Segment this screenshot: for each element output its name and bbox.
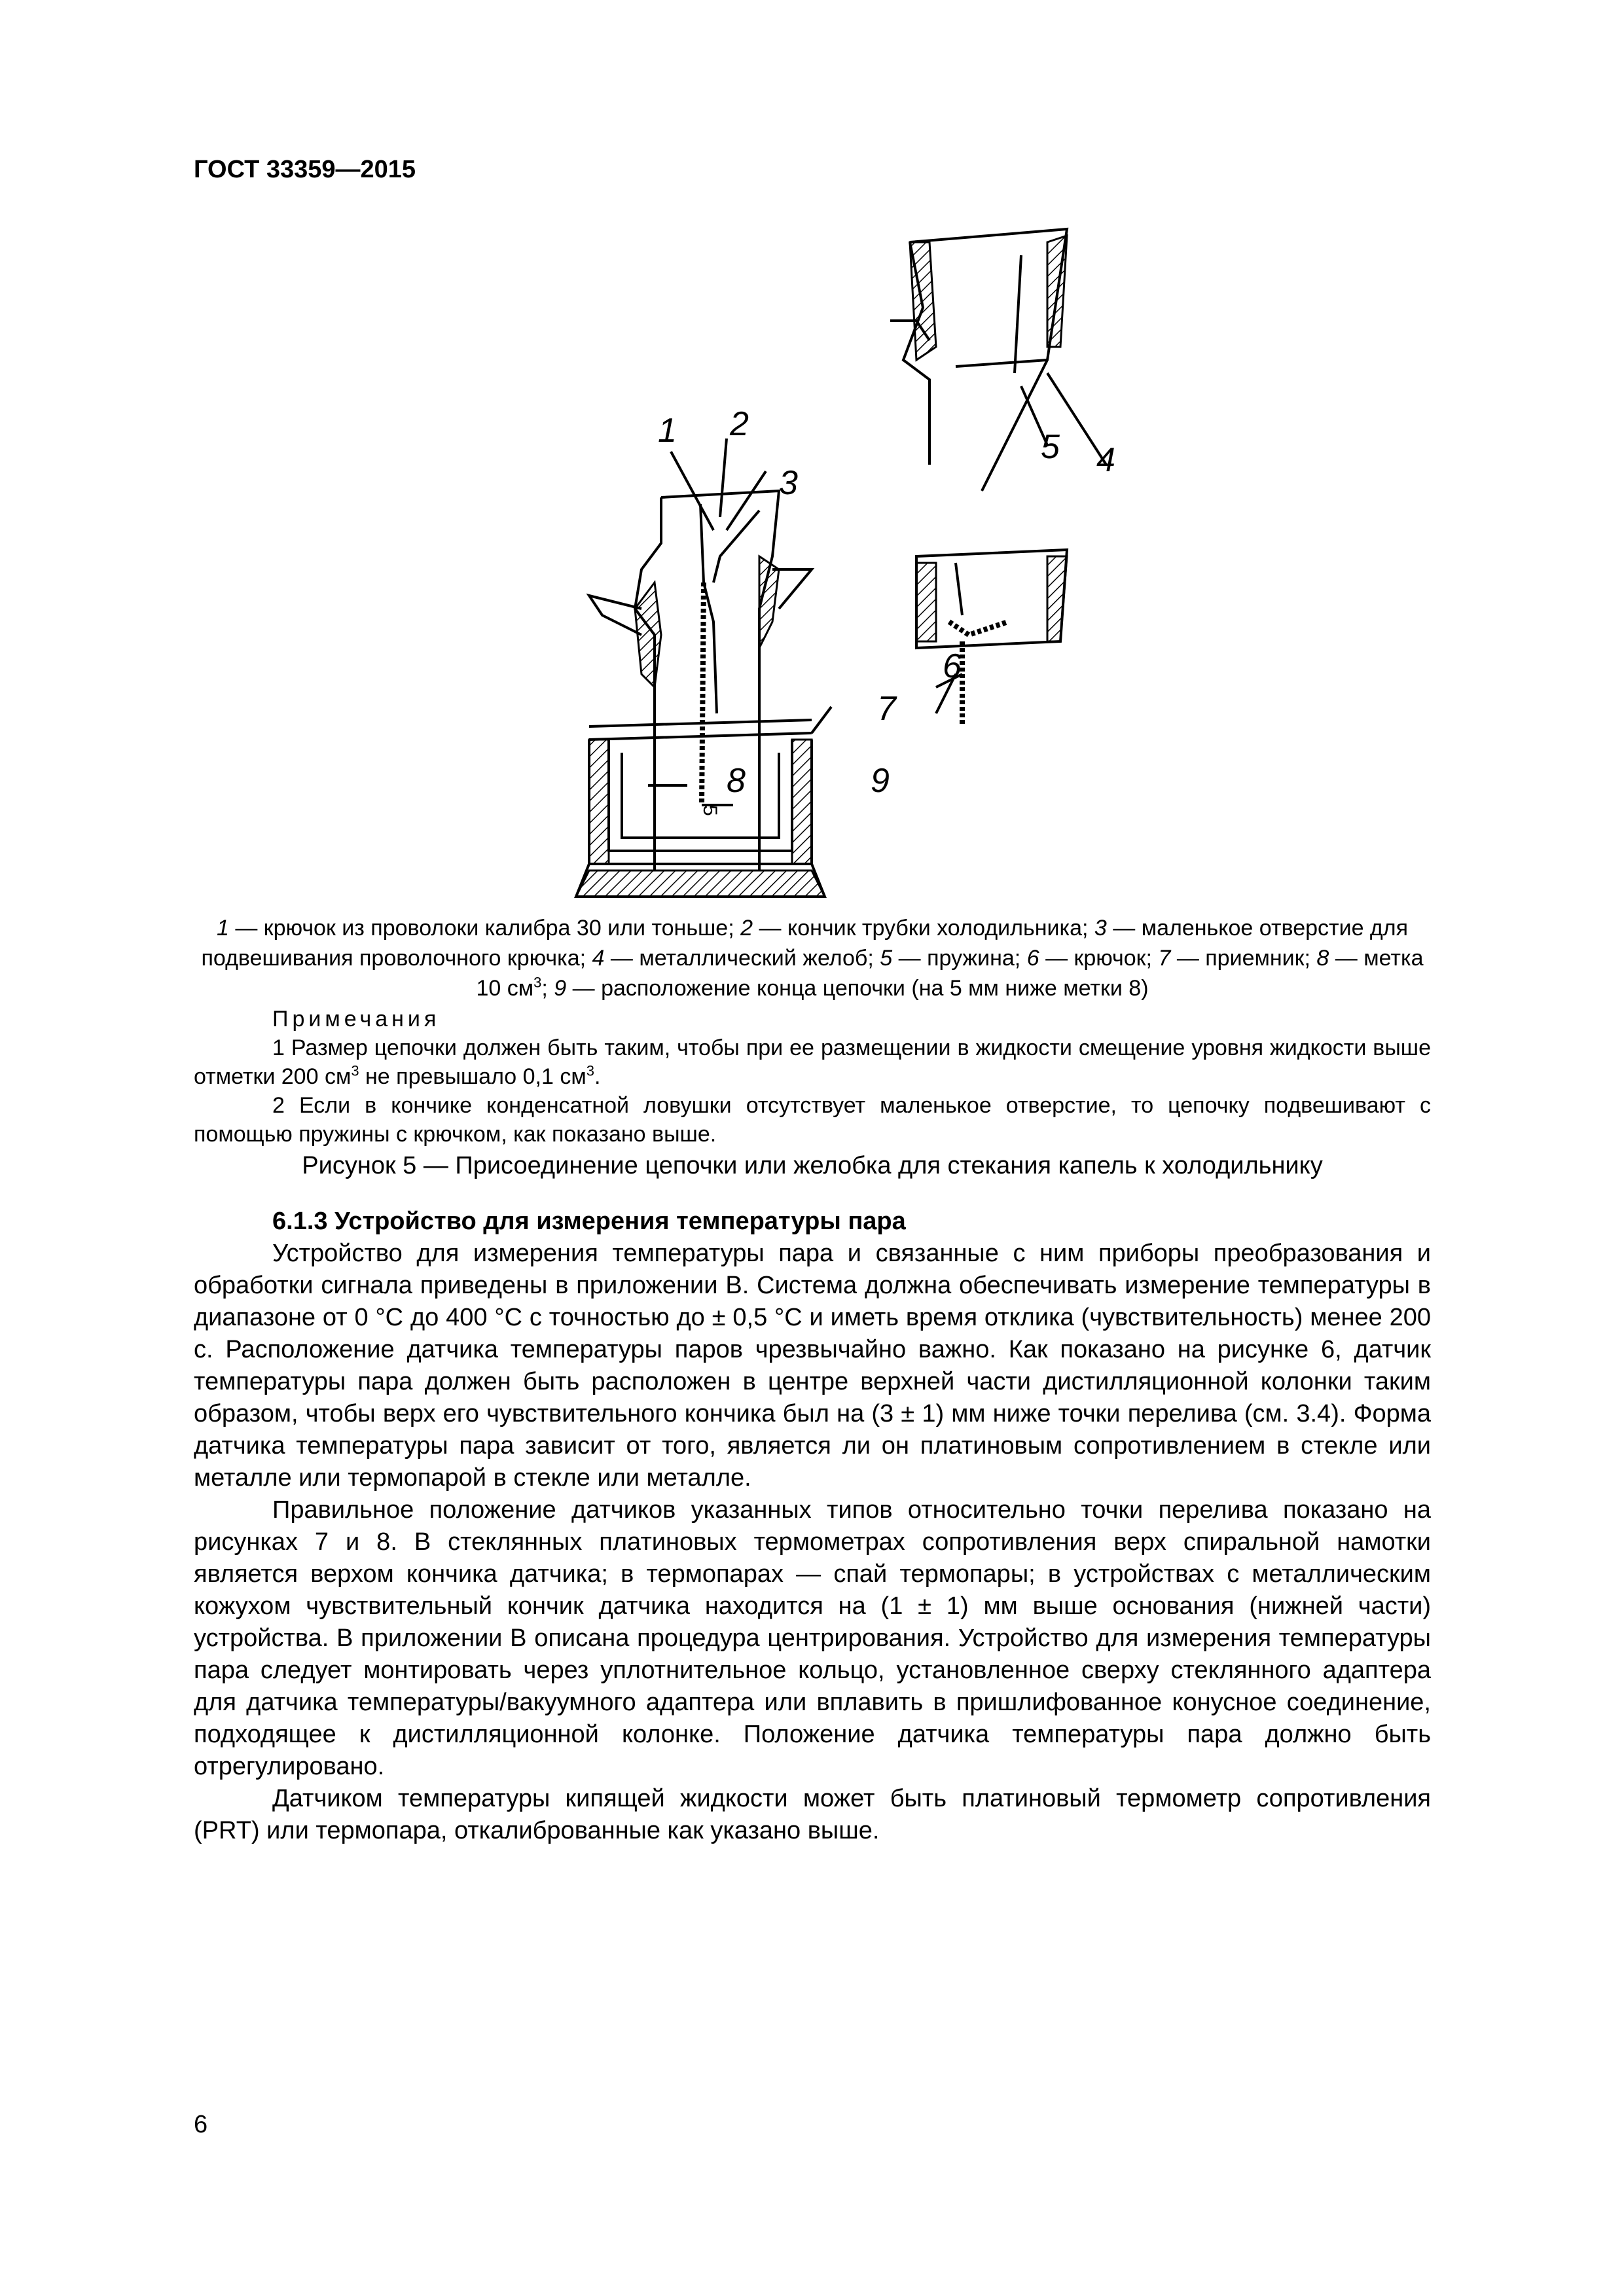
caption-item-num: 4 — [592, 946, 605, 971]
paragraph-2: Правильное положение датчиков указанных типов относительно точки перелива показано на рисунках 7 и 8. В стеклянных платиновых термометрах сопротивления верх спиральной намотки является верхом кончика датчика; в термопарах — спай термопары; в устройствах с металлическим кожухом чувствительный кончик датчика находится на (1 ± 1) мм выше основания (нижней части) устройства. В приложении В описана процедура центрирования. Устройство для измерения температуры пара следует монтировать через уплотнительное кольцо, установленное сверху стеклянного адаптера для датчика температуры/вакуумного адаптера или вплавить в пришлифованное конусное соединение, подходящее к дистилляционной колонке. Положение датчика температуры пара должно быть отрегулировано. — [194, 1496, 1431, 1780]
note-1: 1 Размер цепочки должен быть таким, чтобы при ее размещении в жидкости смещение уровня жидкости выше отметки 200 $см^3$ не превышало 0,1 $см^3$. — [194, 1035, 1431, 1089]
caption-item-text: — крючок; — [1039, 946, 1159, 971]
figure-5-drawing — [563, 216, 1152, 910]
figure-label-2: 2 — [730, 405, 749, 443]
figure-label-5: 5 — [1041, 428, 1060, 466]
figure-label-6: 6 — [943, 647, 962, 685]
figure-label-8: 8 — [727, 762, 746, 800]
caption-item-num: 8 — [1316, 946, 1329, 971]
figure-caption — [194, 913, 1431, 1003]
caption-item-text: — метка 10 см — [476, 946, 1424, 1001]
caption-item-text: — приемник; — [1170, 946, 1317, 971]
caption-item-num: 6 — [1026, 946, 1039, 971]
figure-label-4: 4 — [1096, 441, 1115, 479]
figure-label-1: 1 — [658, 412, 677, 450]
figure-label-9: 9 — [871, 762, 890, 800]
document-header: ГОСТ 33359—2015 — [194, 156, 416, 183]
figure-title: Рисунок 5 — Присоединение цепочки или желобка для стекания капель к холодильнику — [302, 1152, 1323, 1179]
notes-block — [194, 1005, 1431, 1149]
caption-item-text: — крючок из проволоки калибра 30 или тоньше; — [228, 916, 741, 941]
figure-label-7: 7 — [877, 690, 896, 728]
section-6-1-3 — [194, 1206, 1431, 1847]
caption-item-num: 2 — [740, 916, 753, 941]
section-heading: 6.1.3 Устройство для измерения температуры пара — [272, 1208, 906, 1235]
caption-sep: ; — [541, 976, 554, 1001]
dimension-label: 5 — [699, 805, 721, 816]
caption-item-text: — кончик трубки холодильника; — [753, 916, 1094, 941]
caption-item-text: — металлический желоб; — [604, 946, 880, 971]
caption-item-text: — пружина; — [892, 946, 1027, 971]
paragraph-1: Устройство для измерения температуры пара и связанные с ним приборы преобразования и обработки сигнала приведены в приложении В. Система должна обеспечивать измерение температуры в диапазоне от 0 °С до 400 °С с точностью до ± 0,5 °С и иметь время отклика (чувствительность) менее 200 с. Расположение датчика температуры паров чрезвычайно важно. Как показано на рисунке 6, датчик температуры пара должен быть расположен в центре верхней части дистилляционной колонки таким образом, чтобы верх его чувствительного кончика был на (3 ± 1) мм ниже точки перелива (см. 3.4). Форма датчика температуры пара зависит от того, является ли он платиновым сопротивлением в стекле или металле или термопарой в стекле или металле. — [194, 1240, 1431, 1492]
caption-item-text: — маленькое отверстие для подвешивания проволочного крючка; — [201, 916, 1409, 971]
caption-item-num: 5 — [880, 946, 893, 971]
caption-item-num: 7 — [1158, 946, 1171, 971]
notes-title: Примечания — [272, 1007, 441, 1031]
note-2: 2 Если в кончике конденсатной ловушки отсутствует маленькое отверстие, то цепочку подвешивают с помощью пружины с крючком, как показано выше. — [194, 1093, 1431, 1147]
caption-item-text: — расположение конца цепочки (на 5 мм ниже метки 8) — [566, 976, 1149, 1001]
caption-item-num: 1 — [216, 916, 229, 941]
caption-item-num: 3 — [1094, 916, 1107, 941]
page-number: 6 — [194, 2111, 208, 2138]
caption-item-num: 9 — [554, 976, 567, 1001]
caption-sup: 3 — [533, 974, 542, 991]
paragraph-3: Датчиком температуры кипящей жидкости может быть платиновый термометр сопротивления (PRT) или термопара, откалиброванные как указано выше. — [194, 1785, 1431, 1844]
figure-label-3: 3 — [779, 464, 798, 502]
